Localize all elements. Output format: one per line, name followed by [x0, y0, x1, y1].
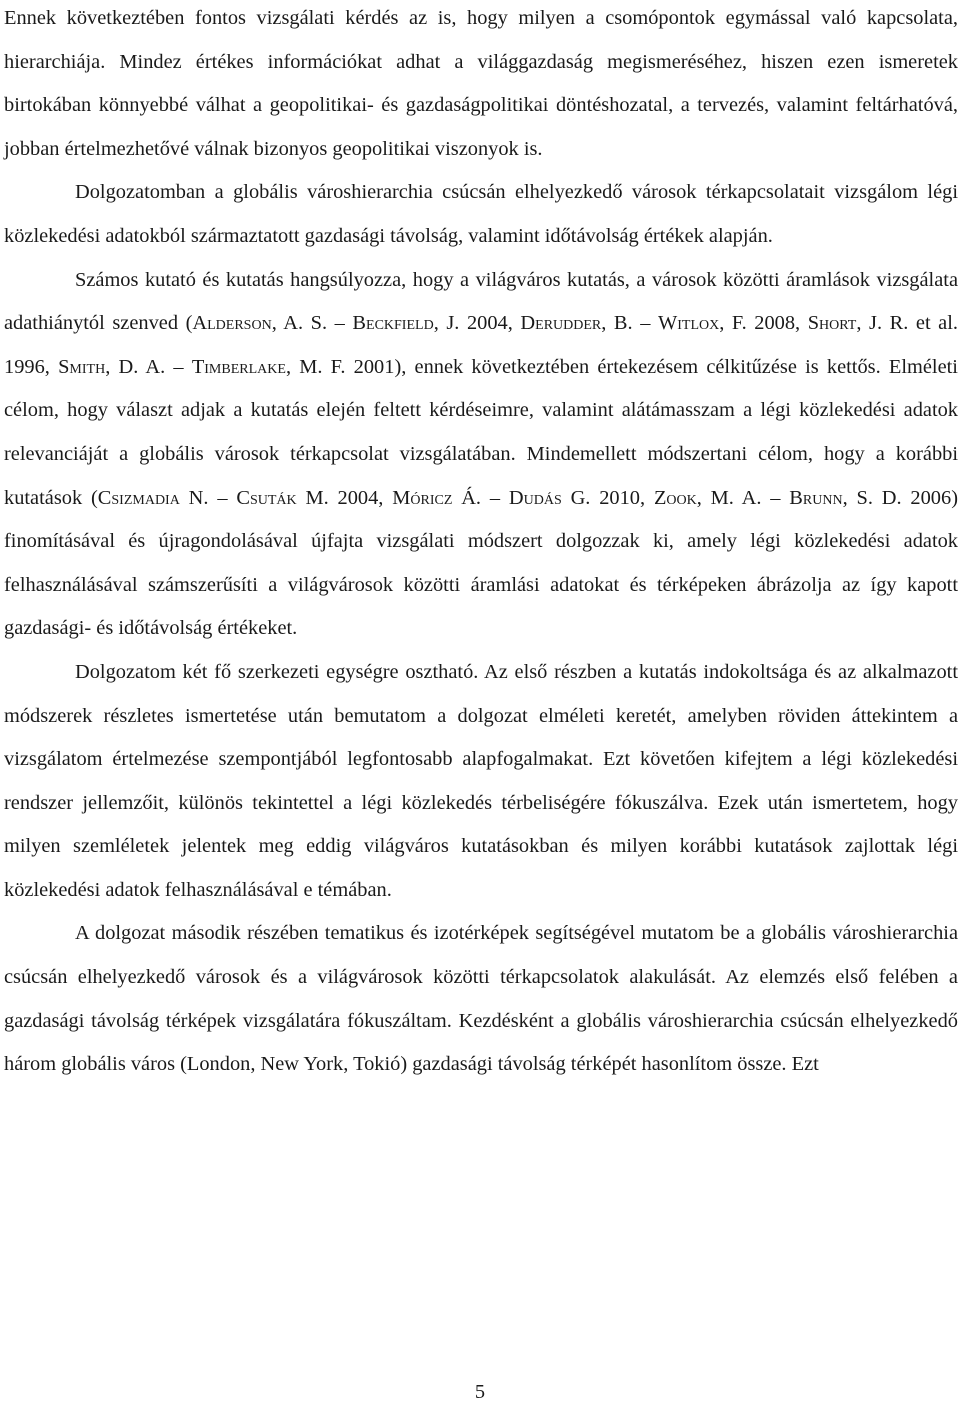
citation-author: Derudder: [520, 312, 602, 335]
paragraph-3: [4, 259, 958, 651]
text-run: Dolgozatomban a globális városhierarchia csúcsán elhelyezkedő városok térkapcsolatait vizsgálom légi közlekedési adatokból származtatott gazdasági távolság, valamint időtávolság értékek alapján.: [4, 181, 958, 247]
citation-author: Csizmadia: [97, 486, 180, 509]
paragraph-4: [4, 651, 958, 913]
text-run: , M. F. 2001), ennek következtében értekezésem célkitűzése is kettős. Elméleti célom, hogy választ adjak a kutatás elején feltett kérdéseimre, valamint alátámasszam a légi közlekedési adatok relevanciáját a globális városok térkapcsolat vizsgálatában. Mindemellett módszertani célom, hogy a korábbi kutatások (: [4, 355, 958, 509]
citation-author: Csuták: [236, 486, 297, 509]
citation-author: Dudás: [508, 486, 562, 509]
text-run: M. 2004,: [296, 486, 393, 509]
citation-author: Alderson: [192, 312, 272, 335]
text-run: Számos kutató és kutatás hangsúlyozza, hogy a világváros kutatás, a városok közötti áramlások vizsgálata adathiánytól szenved (: [4, 268, 958, 335]
paragraph-1: [4, 0, 958, 171]
citation-author: Beckfield: [352, 312, 434, 335]
text-run: , M. A. –: [696, 486, 790, 509]
text-run: , S. D. 2006) finomításával és újragondolásával újfajta vizsgálati módszert dolgozzak ki, amely légi közlekedési adatok felhasználásával számszerűsíti a világvárosok közötti áramlási adatokat és térképeken ábrázolja az így kapott gazdasági- és időtávolság értékeket.: [4, 486, 958, 640]
citation-author: Zook: [653, 486, 697, 509]
text-run: , F. 2008,: [719, 312, 808, 335]
page-number: 5: [474, 1381, 486, 1403]
citation-author: Brunn: [789, 486, 843, 509]
citation-author: Witlox: [657, 312, 720, 335]
text-run: , J. R. et al. 1996,: [4, 312, 958, 378]
text-run: , B. –: [601, 312, 658, 335]
document-page: [4, 0, 958, 1087]
text-run: Dolgozatom két fő szerkezeti egységre osztható. Az első részben a kutatás indokoltsága és az alkalmazott módszerek részletes ismertetése után bemutatom a dolgozat elméleti keretét, amelyben röviden áttekintem a vizsgálatom értelmezése szempontjából legfontosabb alapfogalmakat. Ezt követően kifejtem a légi közlekedési rendszer jellemzőit, különös tekintettel a légi közlekedés térbeliségére fókuszálva. Ezek után ismertetem, hogy milyen szemléletek jelentek meg eddig világváros kutatásokban és milyen korábbi kutatások zajlottak légi közlekedési adatok felhasználásával e témában.: [4, 660, 958, 901]
paragraph-2: [4, 171, 958, 258]
citation-author: Móricz: [392, 486, 453, 509]
paragraph-5: [4, 912, 958, 1086]
citation-author: Smith: [58, 355, 106, 378]
text-run: , D. A. –: [105, 355, 192, 378]
citation-author: Short: [807, 312, 857, 335]
text-run: , A. S. –: [271, 312, 353, 335]
text-run: , J. 2004,: [433, 312, 521, 335]
text-run: A dolgozat második részében tematikus és izotérképek segítségével mutatom be a globális városhierarchia csúcsán elhelyezkedő városok és a világvárosok közötti térkapcsolatok alakulását. Az elemzés első felében a gazdasági távolság térképek vizsgálatára fókuszáltam. Kezdésként a globális városhierarchia csúcsán elhelyezkedő három globális város (London, New York, Tokió) gazdasági távolság térképét hasonlítom össze. Ezt: [4, 922, 958, 1076]
text-run: Ennek következtében fontos vizsgálati kérdés az is, hogy milyen a csomópontok egymással való kapcsolata, hierarchiája. Mindez értékes információkat adhat a világgazdaság megismeréséhez, hiszen ezen ismeretek birtokában könnyebbé válhat a geopolitikai- és gazdaságpolitikai döntéshozatal, a tervezés, valamint feltárhatóvá, jobban értelmezhetővé válnak bizonyos geopolitikai viszonyok is.: [4, 7, 958, 160]
text-run: G. 2010,: [561, 486, 654, 509]
text-run: Á. –: [452, 486, 509, 509]
citation-author: Timberlake: [191, 355, 286, 378]
text-run: N. –: [179, 486, 237, 509]
